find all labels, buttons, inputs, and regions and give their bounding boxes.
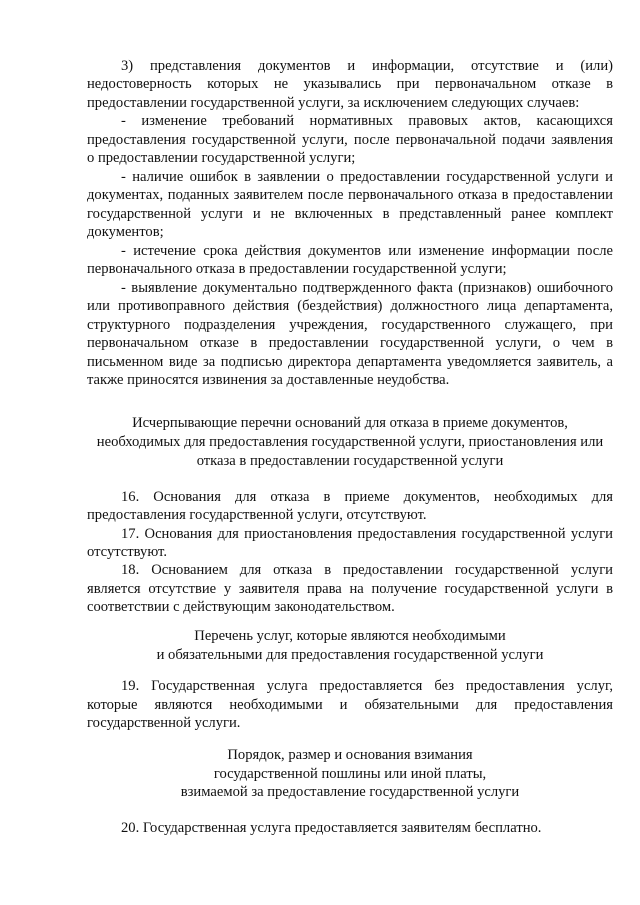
- text-line: письменном виде за подписью директора департамента уведомляется заявитель, а: [87, 354, 613, 370]
- text-line: недостоверность которых не указывались при первоначальном отказе в: [87, 76, 613, 92]
- text-line: соответствии с действующим законодательством.: [87, 599, 395, 615]
- text-line: которые являются необходимыми и обязательными для предоставления: [87, 697, 613, 713]
- heading-line: Исчерпывающие перечни оснований для отказа в приеме документов,: [132, 415, 568, 431]
- text-line: государственной услуги и не включенных в представленный ранее комплект: [87, 206, 613, 222]
- heading-line: и обязательными для предоставления государственной услуги: [156, 647, 544, 663]
- text-line: структурного подразделения учреждения, государственного служащего, при: [87, 317, 613, 333]
- text-line: - наличие ошибок в заявлении о предоставлении государственной услуги и: [121, 169, 613, 185]
- text-line: 17. Основания для приостановления предоставления государственной услуги: [121, 526, 613, 542]
- text-line: документов;: [87, 224, 164, 240]
- text-line: 18. Основанием для отказа в предоставлении государственной услуги: [121, 562, 613, 578]
- text-line: 16. Основания для отказа в приеме документов, необходимых для: [121, 489, 613, 505]
- text-line: отсутствуют.: [87, 544, 167, 560]
- text-line: первоначальном отказе в предоставлении государственной услуги, о чем в: [87, 335, 613, 351]
- heading-line: Порядок, размер и основания взимания: [227, 747, 473, 763]
- text-line: первоначального отказа в предоставлении государственной услуги;: [87, 261, 507, 277]
- heading-line: взимаемой за предоставление государственной услуги: [180, 784, 520, 800]
- heading-line: отказа в предоставлении государственной услуги: [196, 453, 504, 469]
- heading-line: Перечень услуг, которые являются необходимыми: [194, 628, 506, 644]
- text-line: - выявление документально подтвержденного факта (признаков) ошибочного: [121, 280, 613, 296]
- text-line: предоставления государственной услуги, после первоначальной подачи заявления: [87, 132, 613, 148]
- text-line: документах, поданных заявителем после первоначального отказа в предоставлении: [87, 187, 613, 203]
- text-line: о предоставлении государственной услуги;: [87, 150, 356, 166]
- text-line: - изменение требований нормативных правовых актов, касающихся: [121, 113, 613, 129]
- text-line: также приносятся извинения за доставленные неудобства.: [87, 372, 450, 388]
- text-line: предоставлении государственной услуги, за исключением следующих случаев:: [87, 95, 580, 111]
- text-line: 20. Государственная услуга предоставляется заявителям бесплатно.: [121, 820, 542, 836]
- text-line: 19. Государственная услуга предоставляется без предоставления услуг,: [121, 678, 613, 694]
- heading-line: государственной пошлины или иной платы,: [213, 766, 487, 782]
- text-line: является отсутствие у заявителя права на получение государственной услуги в: [87, 581, 613, 597]
- text-line: предоставления государственной услуги, отсутствуют.: [87, 507, 427, 523]
- text-line: государственной услуги.: [87, 715, 241, 731]
- heading-line: необходимых для предоставления государственной услуги, приостановления или: [96, 434, 604, 450]
- text-line: или противоправного действия (бездействия) должностного лица департамента,: [87, 298, 613, 314]
- text-line: 3) представления документов и информации, отсутствие и (или): [121, 58, 613, 74]
- text-line: - истечение срока действия документов или изменение информации после: [121, 243, 613, 259]
